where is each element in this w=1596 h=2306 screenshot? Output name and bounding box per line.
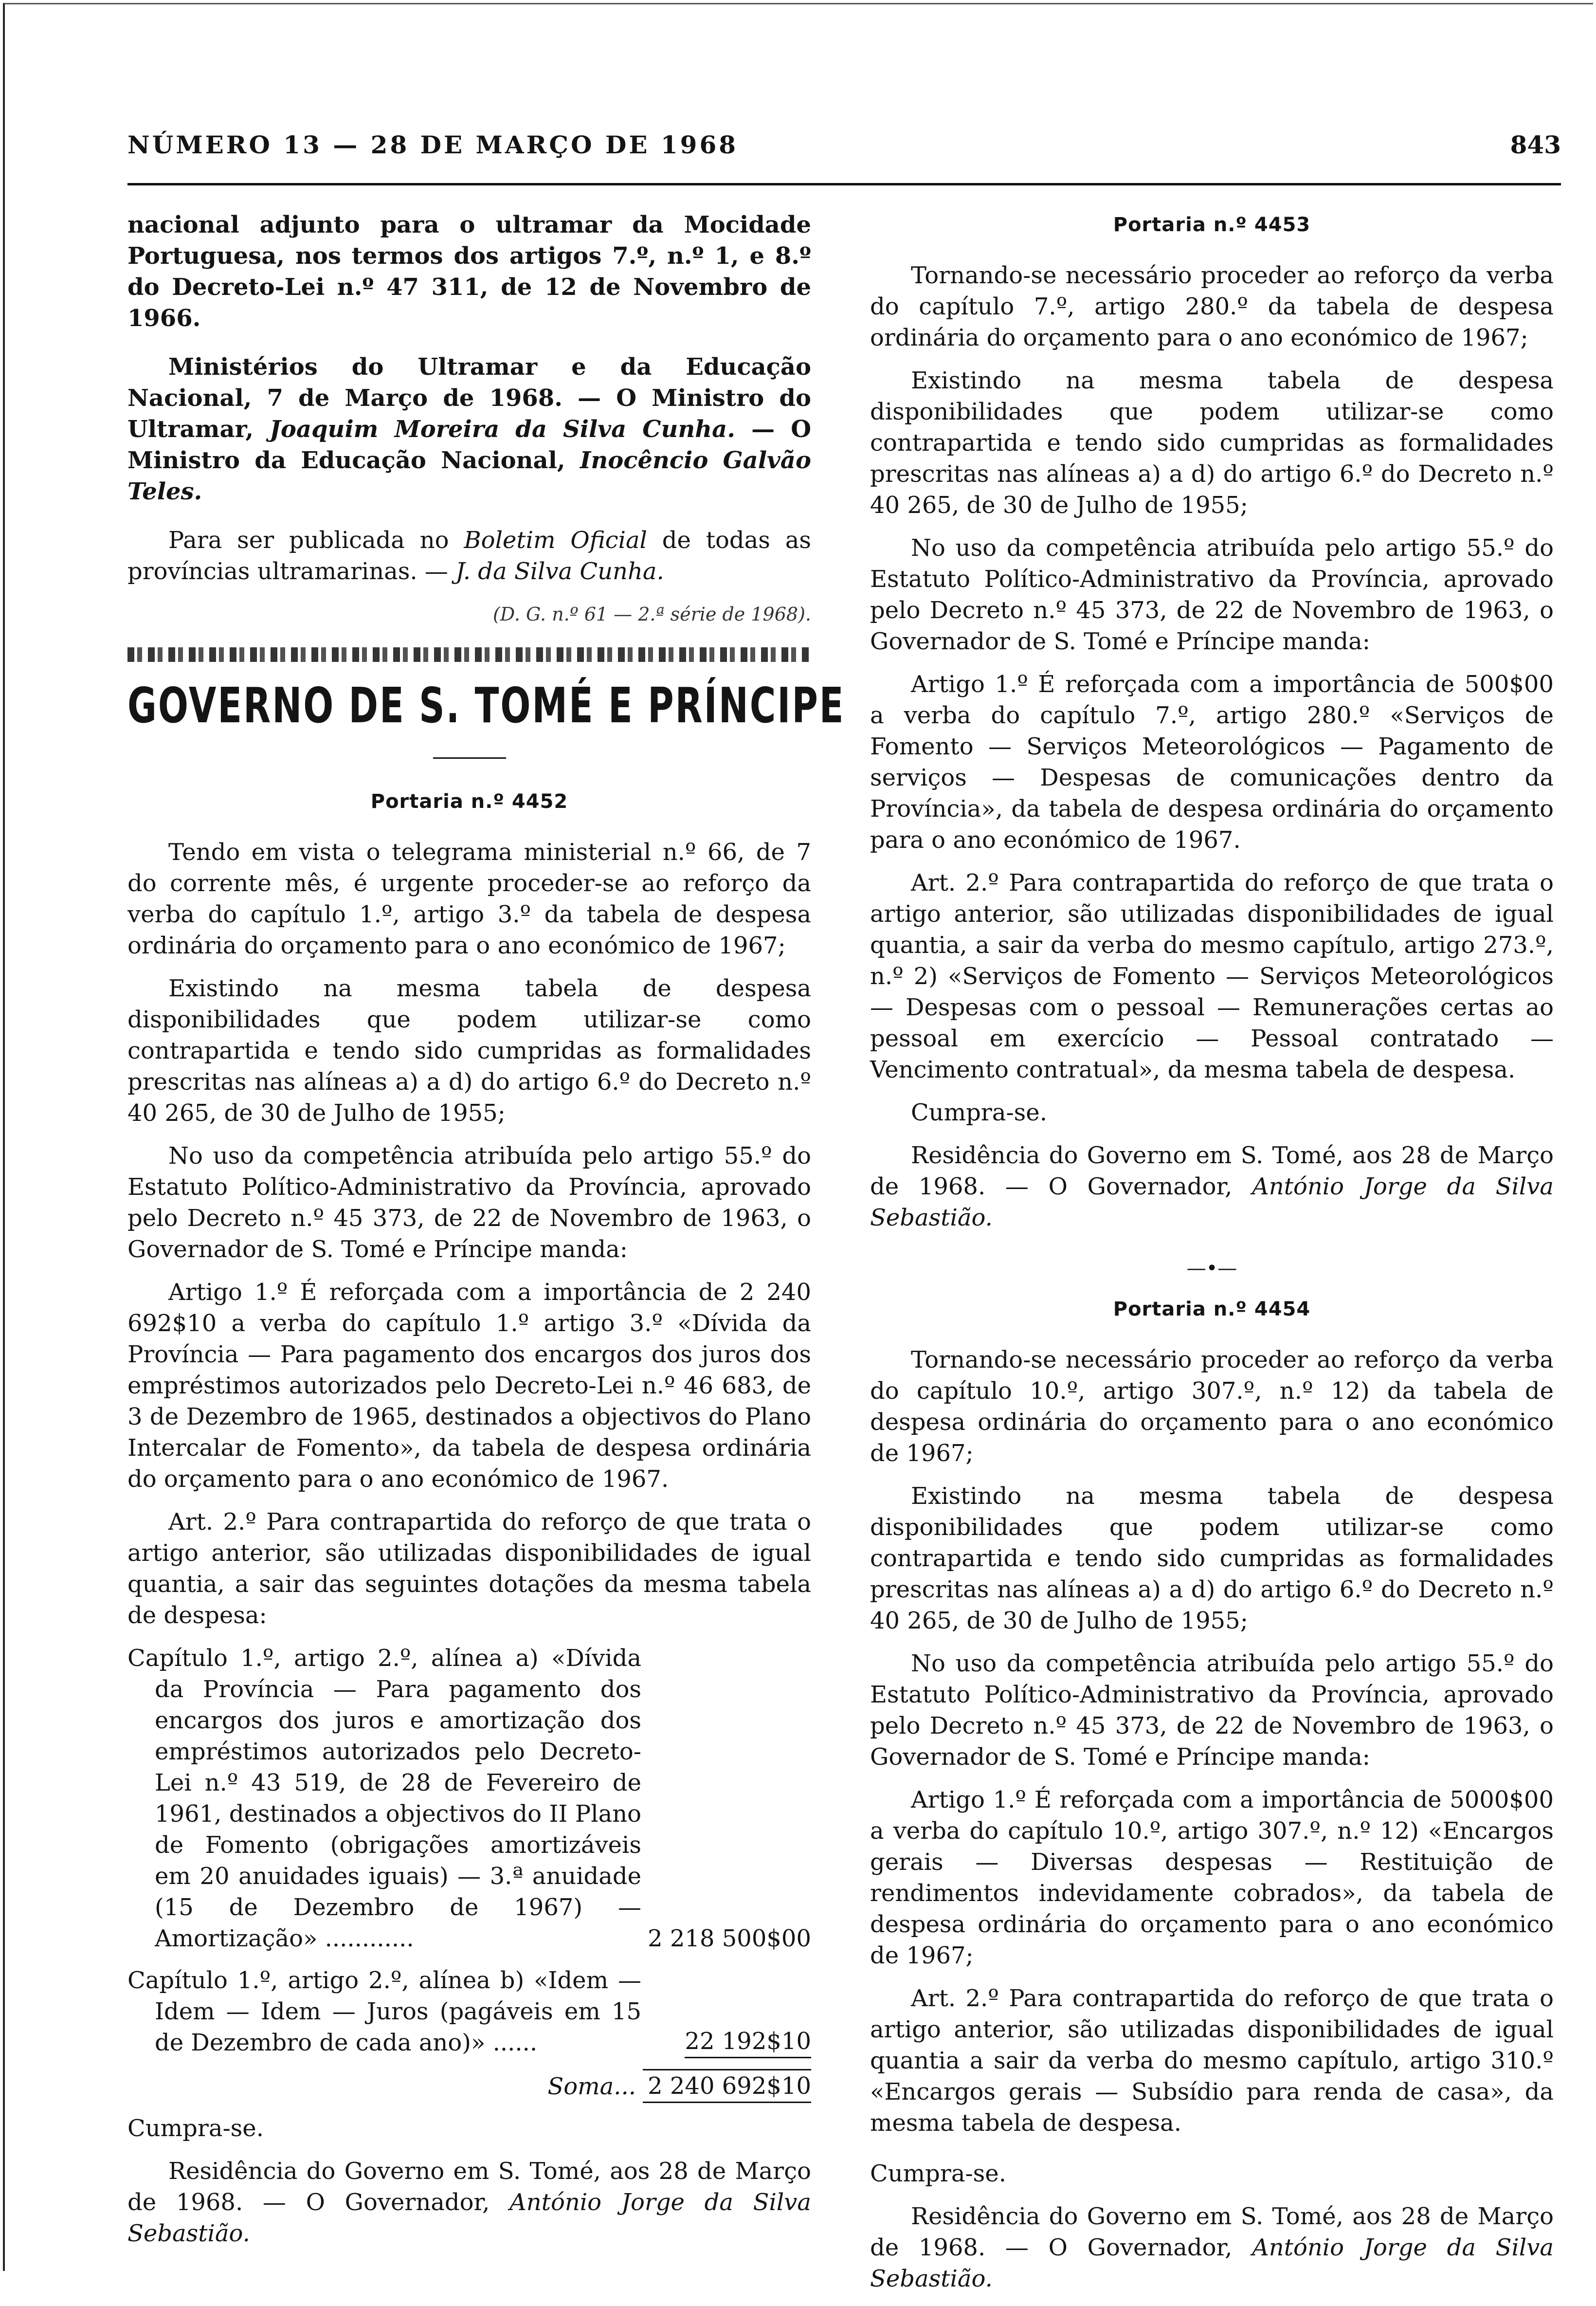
portaria-4453-p2: Existindo na mesma tabela de despesa disponibilidades que podem utilizar-se como contrapartida e tendo sido cumpridas as formalidades prescritas nas alíneas a) a d) do artigo 6.º do Decreto n.º 40 265, de 30 de Julho de 1955; — [870, 367, 1554, 519]
title-rule — [433, 757, 506, 759]
publication-note: Para ser publicada no Boletim Oficial de todas as províncias ultramarinas. — J. da Silva Cunha. — [127, 527, 811, 585]
issue-line: NÚMERO 13 — 28 DE MARÇO DE 1968 — [127, 130, 739, 159]
portaria-4452-p1: Tendo em vista o telegrama ministerial n.º 66, de 7 do corrente mês, é urgente proceder-se ao reforço da verba do capítulo 1.º, artigo 3.º da tabela de despesa ordinária do orçamento para o ano económico de 1967; — [127, 839, 811, 959]
portaria-4452-cumpra: Cumpra-se. — [127, 2115, 264, 2142]
governor-name: António Jorge da Silva Sebastião. — [870, 1173, 1554, 1231]
ministries-signature: Ministérios do Ultramar e da Educação Nacional, 7 de Março de 1968. — O Ministro do Ultramar, Joaquim Moreira da Silva Cunha. — O Ministro da Educação Nacional, Inocêncio Galvão Teles. — [127, 353, 811, 505]
portaria-4453-cumpra: Cumpra-se. — [911, 1099, 1047, 1126]
portaria-4454-p1: Tornando-se necessário proceder ao reforço da verba do capítulo 10.º, artigo 307.º, n.º 12) da tabela de despesa ordinária do orçamento para o ano económico de 1967; — [870, 1346, 1554, 1467]
budget-item — [127, 1643, 811, 1954]
portaria-4452-p2: Existindo na mesma tabela de despesa disponibilidades que podem utilizar-se como contrapartida e tendo sido cumpridas as formalidades prescritas nas alíneas a) a d) do artigo 6.º do Decreto n.º 40 265, de 30 de Julho de 1955; — [127, 975, 811, 1127]
portaria-4453-p5: Art. 2.º Para contrapartida do reforço de que trata o artigo anterior, são utilizadas disponibilidades de igual quantia, a sair da verba do mesmo capítulo, artigo 273.º, n.º 2) «Serviços de Fomento — Serviços Meteorológicos — Despesas com o pessoal — Remunerações certas ao pessoal em exercício — Pessoal contratado — Vencimento contratual», da mesma tabela de despesa. — [870, 869, 1554, 1083]
journal-citation: (D. G. n.º 61 — 2.ª série de 1968). — [492, 604, 811, 625]
sum-label: Soma... — [547, 2073, 636, 2100]
left-column — [127, 209, 845, 2261]
sum-value: 2 240 692$10 — [643, 2069, 811, 2103]
header-rule — [127, 183, 1561, 185]
ornamental-divider — [127, 647, 811, 662]
portaria-4454-p3: No uso da competência atribuída pelo artigo 55.º do Estatuto Político-Administrativo da Província, aprovado pelo Decreto n.º 45 373, de 22 de Novembro de 1963, o Governador de S. Tomé e Príncipe manda: — [870, 1650, 1554, 1771]
portaria-4452-p4: Artigo 1.º É reforçada com a importância de 2 240 692$10 a verba do capítulo 1.º artigo 3.º «Dívida da Província — Para pagamento dos encargos dos juros dos empréstimos autorizados pelo Decreto-Lei n.º 46 683, de 3 de Dezembro de 1965, destinados a objectivos do Plano Intercalar de Fomento», da tabela de despesa ordinária do orçamento para o ano económico de 1967. — [127, 1279, 811, 1493]
section-separator: —•— — [1186, 1257, 1237, 1280]
portaria-4452-p5: Art. 2.º Para contrapartida do reforço de que trata o artigo anterior, são utilizadas disponibilidades de igual quantia, a sair das seguintes dotações da mesma tabela de despesa: — [127, 1508, 811, 1629]
portaria-4453-title: Portaria n.º 4453 — [1113, 214, 1311, 236]
budget-item-amount: 2 218 500$00 — [648, 1925, 811, 1952]
governor-name: António Jorge da Silva Sebastião. — [870, 2234, 1554, 2292]
budget-item-text: Capítulo 1.º, artigo 2.º, alínea a) «Dívida da Província — Para pagamento dos encargos dos juros e amortização dos empréstimos autorizados pelo Decreto-Lei n.º 43 519, de 28 de Fevereiro de 1961, destinados a objectivos do II Plano de Fomento (obrigações amortizáveis em 20 anuidades iguais) — 3.ª anuidade (15 de Dezembro de 1967) — Amortização» ............ — [127, 1645, 641, 1952]
portaria-4454-cumpra: Cumpra-se. — [870, 2160, 1006, 2187]
portaria-4452-title: Portaria n.º 4452 — [370, 790, 568, 813]
page-number: 843 — [1510, 130, 1561, 159]
portaria-4453-residence: Residência do Governo em S. Tomé, aos 28 de Março de 1968. — O Governador, António Jorge da Silva Sebastião. — [870, 1142, 1554, 1231]
government-title: GOVERNO DE S. TOMÉ E PRÍNCIPE — [127, 677, 845, 734]
governor-name: António Jorge da Silva Sebastião. — [127, 2189, 811, 2247]
budget-item-amount: 22 192$10 — [685, 2026, 811, 2058]
portaria-4454-p2: Existindo na mesma tabela de despesa disponibilidades que podem utilizar-se como contrapartida e tendo sido cumpridas as formalidades prescritas nas alíneas a) a d) do artigo 6.º do Decreto n.º 40 265, de 30 de Julho de 1955; — [870, 1482, 1554, 1634]
sum-row — [127, 2069, 811, 2103]
right-column — [870, 209, 1554, 2306]
portaria-4454-title: Portaria n.º 4454 — [1113, 1298, 1311, 1320]
minister-name-1: Joaquim Moreira da Silva Cunha. — [270, 416, 735, 443]
portaria-4452-p3: No uso da competência atribuída pelo artigo 55.º do Estatuto Político-Administrativo da Província, aprovado pelo Decreto n.º 45 373, de 22 de Novembro de 1963, o Governador de S. Tomé e Príncipe manda: — [127, 1142, 811, 1263]
portaria-4453-p1: Tornando-se necessário proceder ao reforço da verba do capítulo 7.º, artigo 280.º da tabela de despesa ordinária do orçamento para o ano económico de 1967; — [870, 262, 1554, 351]
page-header — [127, 130, 1561, 160]
portaria-4454-residence: Residência do Governo em S. Tomé, aos 28 de Março de 1968. — O Governador, António Jorge da Silva Sebastião. — [870, 2203, 1554, 2292]
portaria-4453-p3: No uso da competência atribuída pelo artigo 55.º do Estatuto Político-Administrativo da Província, aprovado pelo Decreto n.º 45 373, de 22 de Novembro de 1963, o Governador de S. Tomé e Príncipe manda: — [870, 534, 1554, 655]
budget-item — [127, 1965, 811, 2058]
portaria-4454-p5: Art. 2.º Para contrapartida do reforço de que trata o artigo anterior, são utilizadas disponibilidades de igual quantia a sair da verba do mesmo capítulo, artigo 310.º «Encargos gerais — Subsídio para renda de casa», da mesma tabela de despesa. — [870, 1985, 1554, 2137]
minister-name-2: Inocêncio Galvão Teles. — [127, 447, 811, 505]
portaria-4454-p4: Artigo 1.º É reforçada com a importância de 5000$00 a verba do capítulo 10.º, artigo 307.º, n.º 12) «Encargos gerais — Diversas despesas — Restituição de rendimentos indevidamente cobrados», da tabela de despesa ordinária do orçamento para o ano económico de 1967; — [870, 1786, 1554, 1969]
budget-item-text: Capítulo 1.º, artigo 2.º, alínea b) «Idem — Idem — Idem — Juros (pagáveis em 15 de Dezembro de cada ano)» ...... — [127, 1967, 641, 2056]
intro-paragraph: nacional adjunto para o ultramar da Mocidade Portuguesa, nos termos dos artigos 7.º, n.º 1, e 8.º do Decreto-Lei n.º 47 311, de 12 de Novembro de 1966. — [127, 211, 811, 332]
portaria-4453-p4: Artigo 1.º É reforçada com a importância de 500$00 a verba do capítulo 7.º, artigo 280.º «Serviços de Fomento — Serviços Meteorológicos — Pagamento de serviços — Despesas de comunicações dentro da Província», da tabela de despesa ordinária do orçamento para o ano económico de 1967. — [870, 671, 1554, 854]
portaria-4452-residence: Residência do Governo em S. Tomé, aos 28 de Março de 1968. — O Governador, António Jorge da Silva Sebastião. — [127, 2158, 811, 2247]
